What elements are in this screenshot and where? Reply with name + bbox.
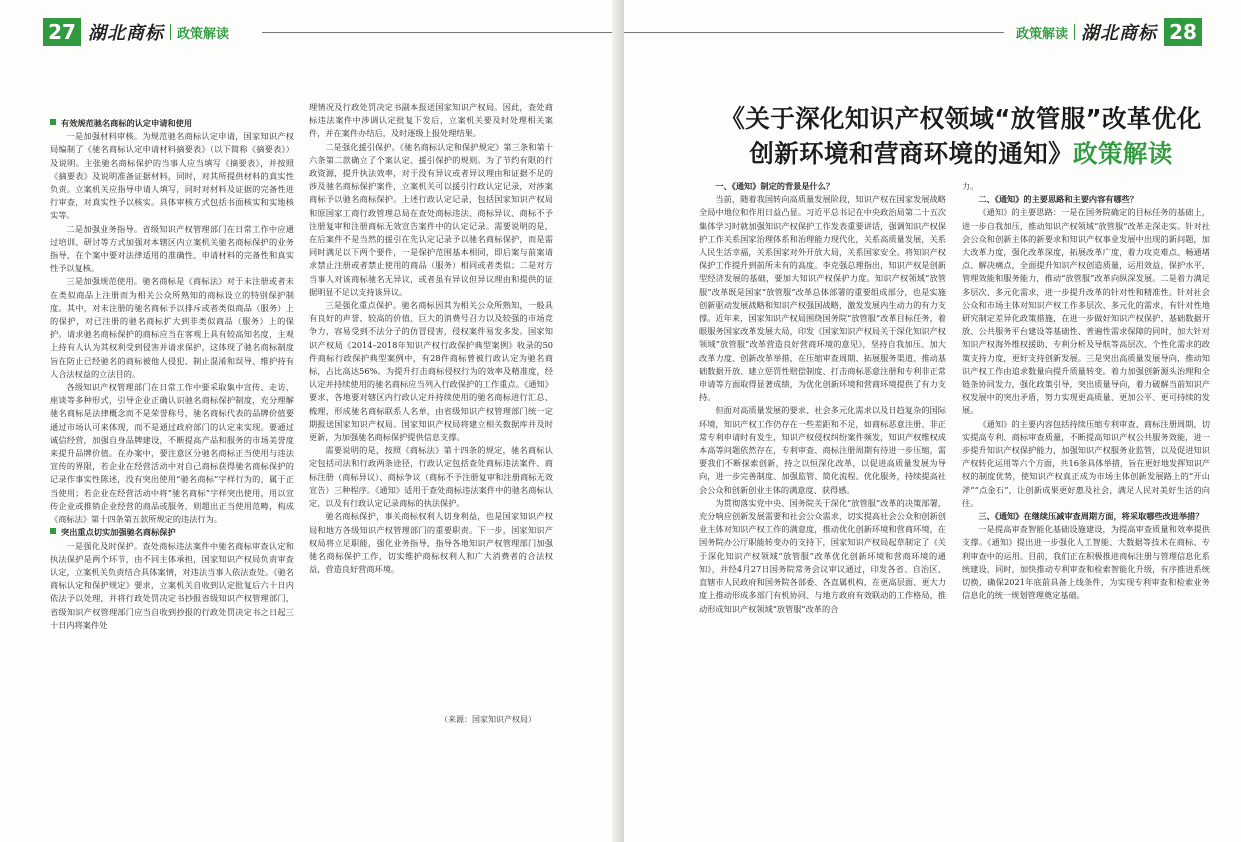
right-column-1	[699, 180, 946, 820]
header-divider	[1074, 24, 1075, 40]
left-page	[0, 0, 617, 842]
title-line-1: 《关于深化知识产权领域“放管服”改革优化	[720, 104, 1202, 133]
right-page	[624, 0, 1241, 842]
paragraph: 一是加强材料审核。为规范驰名商标认定申请，国家知识产权局编制了《驰名商标认定申请材料摘要表》（以下简称《摘要表》）及说明。主张驰名商标保护的当事人应当填写《摘要表》，并按照《摘要表》及说明准备证据材料，同时，对其所提供材料的真实性负责。立案机关应指导申请人填写，同时对材料及证据的完备性进行审查，对真实性予以核实。具体审核方式包括书面核实和实地核实等。	[50, 131, 294, 221]
paragraph: 二是加强业务指导。省级知识产权管理部门在日常工作中应通过培训、研讨等方式加强对本辖区内立案机关驰名商标保护的业务指导，在个案中要对法律适用的准确性、申请材料的完备性和真实性予以复核。	[50, 223, 294, 274]
title-line-2: 创新环境和营商环境的通知》政策解读	[749, 139, 1173, 168]
article-title	[700, 101, 1222, 171]
question-heading: 一、《通知》制定的背景是什么？	[715, 181, 835, 191]
paragraph: 二是强化援引保护。《驰名商标认定和保护规定》第三条和第十六条第二款确立了个案认定、援引保护的规则。为了节约有限的行政资源，提升执法效率，对于没有异议或者异议理由和证据不足的涉及驰名商标保护案件，立案机关可以援引行政认定记录，对涉案商标予以驰名商标保护。上述行政认定记录，包括国家知识产权局和原国家工商行政管理总局在查处商标违法、商标异议、商标不予注册复审和注册商标无效宣告案件中的认定记录。需要说明的是，在后案件不是当然的援引在先认定记录予以驰名商标保护，而是需同时满足以下两个要件，一是保护范围基本相同，即后案与前案请求禁止注册或者禁止使用的商品（服务）相同或者类似；二是对方当事人对该商标驰名无异议，或者虽有异议但异议理由和提供的证据明显不足以支持该异议。	[309, 141, 553, 297]
brand-logo: 湖北商标	[1081, 23, 1158, 44]
bullet-square-icon	[50, 528, 56, 534]
paragraph: 当前，随着我国转向高质量发展阶段，知识产权在国家发展战略全局中地位和作用日益凸显。习近平总书记在中央政治局第二十五次集体学习时就加强知识产权保护工作发表重要讲话，强调知识产权保护工作关系国家治理体系和治理能力现代化，关系高质量发展，关系人民生活幸福，关系国家对外开放大局，关系国家安全。将知识产权保护工作提升到前所未有的高度。李克强总理指出，知识产权是创新型经济发展的基础，要加大知识产权保护力度。知识产权领域“放管服”改革既是国家“放管服”改革总体部署的重要组成部分，也是实施创新驱动发展战略和知识产权强国战略，激发发展内生动力的有力支撑。近年来，国家知识产权局围绕国务院“放管服”改革目标任务，着眼服务国家改革发展大局，印发《国家知识产权局关于深化知识产权领域“放管服”改革营造良好营商环境的意见》，坚持自我加压、加大改革力度、创新改革举措，在压缩审查周期、拓展服务渠道、推动基础数据开放、建立惩罚性赔偿制度、打击商标恶意注册和专利非正常申请等方面取得显著成绩，为优化创新环境和营商环境提供了有力支持。	[699, 194, 946, 403]
paragraph: 三是强化重点保护。驰名商标因其为相关公众所熟知，一般具有良好的声誉、较高的价值、巨大的消费号召力以及较强的市场竞争力，容易受到不法分子的仿冒侵害，侵权案件易发多发。国家知识产权局《2014–2018年知识产权行政保护典型案例》收录的50件商标行政保护典型案例中，有28件商标曾被行政认定为驰名商标，占比高达56%。为提升打击商标侵权行为的效率及精准度，经认定并持续使用的驰名商标应当列入行政保护的工作重点。《通知》要求，各地要对辖区内行政认定并持续使用的驰名商标进行汇总、梳理，形成驰名商标联系人名单，由省级知识产权管理部门统一定期报送国家知识产权局。国家知识产权局将建立相关数据库并及时更新，为加强驰名商标保护提供信息支撑。	[309, 300, 553, 443]
source-credit: （来源：国家知识产权局）	[440, 715, 536, 724]
page-number: 28	[1164, 18, 1202, 46]
subheading: 突出重点切实加强驰名商标保护	[50, 526, 294, 539]
paragraph: 《通知》的主要思路：一是在国务院确定的目标任务的基础上，进一步自我加压，推动知识产权领域“放管服”改革走深走实。针对社会公众和创新主体的新要求和知识产权事业发展中出现的新问题，加大改革力度，强化改革深度，拓展改革广度，着力攻克难点、畅通堵点、解决痛点，全面提升知识产权创造质量，运用效益，保护水平，管理效能和服务能力，推动“放管服”改革向纵深发展。二是着力满足多层次、多元化需求，进一步提升改革的针对性和精准性。针对社会公众和市场主体对知识产权工作多层次、多元化的需求，有针对性地研究制定差异化政策措施，在进一步做好知识产权保护、基础数据开放、公共服务平台建设等基础性、普遍性需求保障的同时，加大针对知识产权海外维权援助、专利分析及导航等高层次、个性化需求的政策支持力度，更好支持创新发展。三是突出高质量发展导向，推动知识产权工作由追求数量向提升质量转变。着力加强创新源头治理和全链条协同发力，强化政策引导，突出质量导向，着力破解当前知识产权发展中的突出矛盾，努力实现更高质量、更加公平、更可持续的发展。	[962, 207, 1210, 416]
paragraph: 理情况及行政处罚决定书副本报送国家知识产权局。因此，查处商标违法案件中涉调认定批复下发后，立案机关要及时处理相关案件，并在案件办结后，及时逐级上报处理结果。	[309, 102, 553, 139]
paragraph: 但面对高质量发展的要求、社会多元化需求以及日趋复杂的国际环境，知识产权工作仍存在一些差距和不足，如商标恶意注册、非正常专利申请时有发生，知识产权侵权纠纷案件频发，知识产权维权成本高等问题依然存在，专利审查、商标注册周期有待进一步压缩，需要我们不断探索创新，持之以恒深化改革，以促进高质量发展为导向，进一步完善制度、加强监管、简化流程、优化服务，持续提高社会公众和创新创业主体的满意度、获得感。	[699, 405, 946, 495]
paragraph: 各级知识产权管理部门在日常工作中要采取集中宣传、走访、座谈等多种形式，引导企业正确认识驰名商标保护制度，充分理解驰名商标是法律概念而不是荣誉称号，驰名商标代表的品牌价值要通过市场认可来体现，而不是通过政府部门的认定来实现。要通过诚信经营，加强自身品牌建设，不断提高产品和服务的市场美誉度来提升品牌价值。在办案中，要注意区分驰名商标正当使用与违法宣传的界限，若企业在经营活动中对自己商标获得驰名商标保护的记录作事实性陈述，没有突出使用“驰名商标”字样行为的，属于正当使用；若企业在经营活动中将“驰名商标”字样突出使用，用以宣传企业或推销企业经营的商品或服务，则超出正当使用范畴，构成《商标法》第十四条第五款所规定的违法行为。	[50, 382, 294, 525]
paragraph: 一是强化及时保护。查处商标违法案件中驰名商标审查认定和执法保护是两个环节，由不同主体承担，国家知识产权局负责审查认定，立案机关负责结合具体案情，对违法当事人依法查处。《驰名商标认定和保护规定》要求，立案机关自收到认定批复后六十日内依法予以处理，并将行政处罚决定书抄报省级知识产权管理部门，省级知识产权管理部门应当自收到抄报的行政处罚决定书之日起三十日内将案件处	[50, 540, 294, 630]
brand-logo: 湖北商标	[88, 23, 164, 44]
question-heading: 三、《通知》在继续压减审查周期方面，将采取哪些改进举措？	[978, 511, 1204, 522]
running-header	[1016, 20, 1157, 44]
subheading: 有效规范驰名商标的认定申请和使用	[50, 117, 294, 130]
question-heading: 二、《通知》的主要思路和主要内容有哪些？	[978, 194, 1139, 205]
header-rule	[262, 32, 617, 33]
paragraph: 需要说明的是，按照《商标法》第十四条的规定，驰名商标认定包括司法和行政两条途径，行政认定包括查处商标违法案件、商标注册（商标异议）、商标争议（商标不予注册复审和注册商标无效宣告）三种程序。《通知》适用于查处商标违法案件中的驰名商标认定，以及有行政认定记录商标的执法保护。	[309, 445, 553, 509]
running-header	[88, 20, 229, 44]
paragraph: 力。	[962, 181, 979, 191]
section-label: 政策解读	[1016, 26, 1069, 42]
header-rule	[624, 32, 1004, 33]
right-column-2	[962, 180, 1210, 820]
page-number: 27	[43, 18, 81, 46]
header-divider	[170, 24, 171, 40]
bullet-square-icon	[50, 119, 56, 125]
left-column-2	[309, 101, 553, 721]
paragraph: 《通知》的主要内容包括持续压缩专利审查、商标注册周期，切实提高专利、商标审查质量，不断提高知识产权公共服务效能，进一步提升知识产权保护能力，加强知识产权服务业监管，以及促进知识产权转化运用等六个方面，共16条具体举措，旨在更好地发挥知识产权的制度优势，使知识产权真正成为市场主体创新发展路上的“开山斧”“点金石”，让创新成果更好惠及社会，满足人民对美好生活的向往。	[962, 418, 1210, 508]
section-label: 政策解读	[177, 26, 230, 42]
paragraph: 驰名商标保护，事关商标权利人切身利益，也是国家知识产权局和地方各级知识产权管理部门的重要职责。下一步，国家知识产权局将立足职能，强化业务指导，指导各地知识产权管理部门加强驰名商标保护工作，切实维护商标权利人和广大消费者的合法权益，营造良好营商环境。	[309, 511, 553, 575]
paragraph: 一是提高审查智能化基础设施建设，为提高审查质量和效率提供支撑。《通知》提出进一步强化人工智能、大数据等技术在商标、专利审查中的运用。目前，我们正在积极推进商标注册与管理信息化系统建设，同时，加快推动专利审查和检索智能化升级，有序推进系统切换，确保2021年底前具备上线条件，为实现专利审查和检索业务信息化的统一规划管理奠定基础。	[962, 524, 1210, 601]
left-column-1	[50, 117, 294, 757]
title-highlight: 政策解读	[1073, 139, 1173, 168]
paragraph: 三是加强规范使用。驰名商标是《商标法》对于未注册或者未在类似商品上注册而为相关公众所熟知的商标设立的特别保护制度。其中，对未注册的驰名商标予以排斥或者类似商品（服务）上的保护，对已注册的驰名商标扩大到非类似商品（服务）上的保护。请求驰名商标保护的商标应当在客观上具有较高知名度，主观上持有人认为其权利受到侵害并请求保护，这体现了驰名商标制度旨在防止已经驰名的商标被他人侵犯、制止混淆和误导、维护持有人合法权益的立法目的。	[50, 276, 294, 379]
paragraph: 为贯彻落实党中央、国务院关于深化“放管服”改革的决策部署，充分响应创新发展需要和社会公众需求，切实提高社会公众和创新创业主体对知识产权工作的满意度，推动优化创新环境和营商环境，在国务院办公厅职能转变办的支持下，国家知识产权局起草制定了《关于深化知识产权领域“放管服”改革优化创新环境和营商环境的通知》，并经4月27日国务院常务会议审议通过，印发各省、自治区、直辖市人民政府和国务院各部委、各直属机构，在更高层面、更大力度上推动形成多部门有机协同、与地方政府有效联动的工作格局，推动形成知识产权领域“放管服”改革的合	[699, 497, 946, 614]
